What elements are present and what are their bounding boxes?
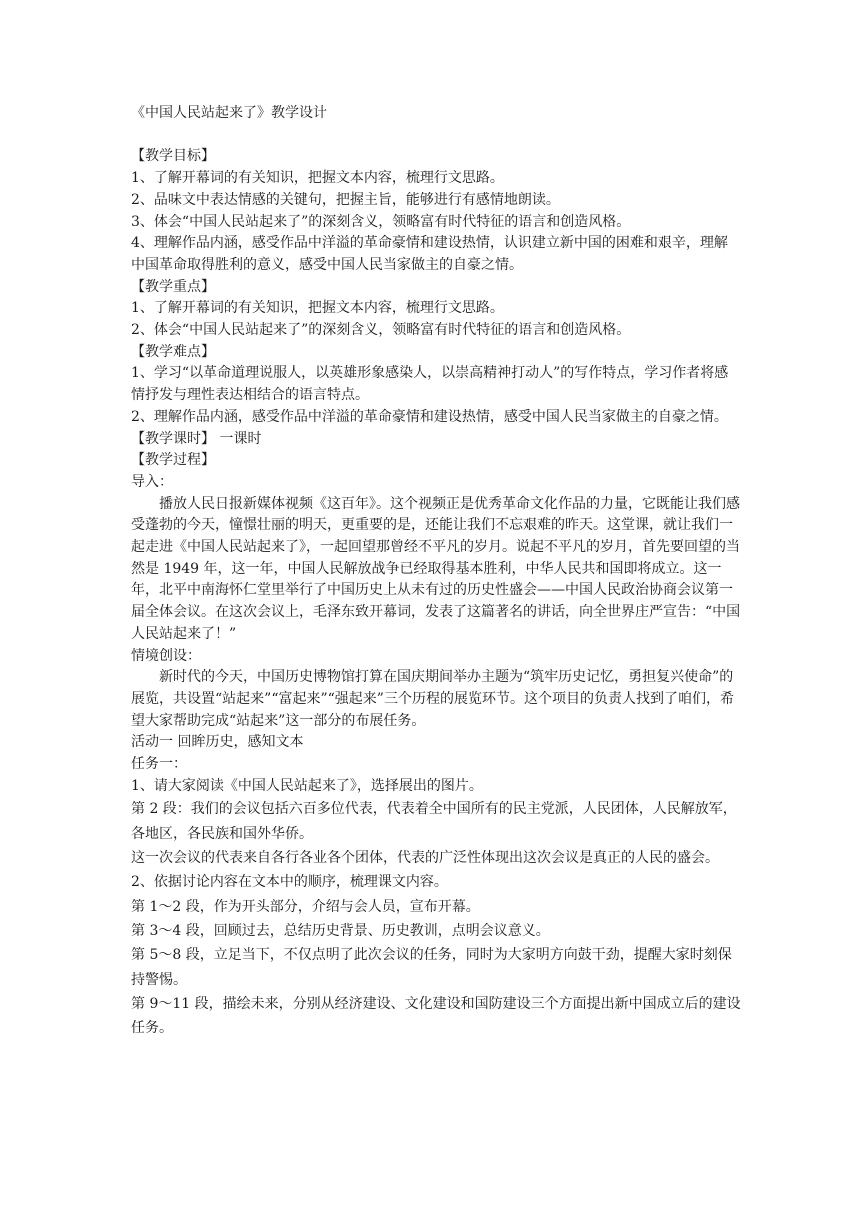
difficulty-item: 2、理解作品内涵，感受作品中洋溢的革命豪情和建设热情，感受中国人民当家做主的自豪之情。 bbox=[131, 408, 728, 425]
difficulty-item: 1、学习“以革命道理说服人，以英雄形象感染人，以崇高精神打动人”的写作特点，学习作者将感情抒发与理性表达相结合的语言特点。 bbox=[131, 365, 729, 404]
section-summary: 第 1～2 段，作为开头部分，介绍与会人员，宣布开幕。 bbox=[131, 898, 480, 915]
key-point-item: 1、了解开幕词的有关知识，把握文本内容，梳理行文思路。 bbox=[131, 300, 504, 317]
intro-label: 导入： bbox=[131, 473, 173, 490]
section-summary: 第 9～11 段，描绘未来，分别从经济建设、文化建设和国防建设三个方面提出新中国成立后的建设任务。 bbox=[131, 995, 741, 1037]
task-one-item: 1、请大家阅读《中国人民站起来了》，选择展出的图片。 bbox=[131, 777, 483, 794]
section-summary: 第 5～8 段，立足当下，不仅点明了此次会议的任务，同时为大家明方向鼓干劲，提醒大家时刻保持警惕。 bbox=[131, 947, 732, 988]
scenario-paragraph: 新时代的今天，中国历史博物馆打算在国庆期间举办主题为“筑牢历史记忆，勇担复兴使命”的展览，共设置“站起来”“富起来”“强起来”三个历程的展览环节。这个项目的负责人找到了咱们，希望大家帮助完成“站起来”这一部分的布展任务。 bbox=[131, 669, 734, 729]
key-point-item: 2、体会“中国人民站起来了”的深刻含义，领略富有时代特征的语言和创造风格。 bbox=[131, 322, 631, 339]
process-heading: 【教学过程】 bbox=[131, 452, 215, 469]
paragraph-two-comment: 这一次会议的代表来自各行各业各个团体，代表的广泛性体现出这次会议是真正的人民的盛会。 bbox=[131, 850, 719, 867]
key-points-heading: 【教学重点】 bbox=[131, 278, 215, 295]
objective-item: 2、品味文中表达情感的关键句，把握主旨，能够进行有感情地朗读。 bbox=[131, 191, 560, 208]
objective-item: 1、了解开幕词的有关知识，把握文本内容，梳理行文思路。 bbox=[131, 170, 504, 187]
class-hours: 【教学课时】 一课时 bbox=[131, 430, 262, 447]
objective-item: 4、理解作品内涵，感受作品中洋溢的革命豪情和建设热情，认识建立新中国的困难和艰辛，理解中国革命取得胜利的意义，感受中国人民当家做主的自豪之情。 bbox=[131, 235, 728, 273]
task-one-label: 任务一： bbox=[131, 756, 187, 773]
section-summary: 第 3～4 段，回顾过去，总结历史背景、历史教训，点明会议意义。 bbox=[131, 922, 550, 939]
objective-item: 3、体会“中国人民站起来了”的深刻含义，领略富有时代特征的语言和创造风格。 bbox=[131, 213, 631, 230]
scenario-label: 情境创设： bbox=[131, 647, 201, 664]
activity-one-heading: 活动一 回眸历史，感知文本 bbox=[131, 734, 304, 751]
task-one-item: 2、依据讨论内容在文本中的顺序，梳理课文内容。 bbox=[131, 874, 448, 891]
objectives-heading: 【教学目标】 bbox=[131, 148, 215, 165]
difficulties-heading: 【教学难点】 bbox=[131, 343, 215, 360]
document-title: 《中国人民站起来了》教学设计 bbox=[131, 105, 327, 121]
intro-paragraph: 播放人民日报新媒体视频《这百年》。这个视频正是优秀革命文化作品的力量，它既能让我们感受蓬勃的今天，憧憬壮丽的明天，更重要的是，还能让我们不忘艰难的昨天。这堂课，就让我们一起走进《中国人民站起来了》，一起回望那曾经不平凡的岁月。说起不平凡的岁月，首先要回望的当然是 1949 年，这一年，中国人民解放战争已经取得基本胜利，中华人民共和国即将成立。这一年，北平中南海怀仁堂里举行了中国历史上从未有过的历史性盛会——中国人民政治协商会议第一届全体会议。在这次会议上，毛泽东致开幕词，发表了这篇著名的讲话，向全世界庄严宣告：“中国人民站起来了！” bbox=[131, 495, 741, 642]
document-page bbox=[131, 103, 741, 1040]
paragraph-two-text: 第 2 段：我们的会议包括六百多位代表，代表着全中国所有的民主党派，人民团体，人民解放军，各地区，各民族和国外华侨。 bbox=[131, 801, 737, 842]
